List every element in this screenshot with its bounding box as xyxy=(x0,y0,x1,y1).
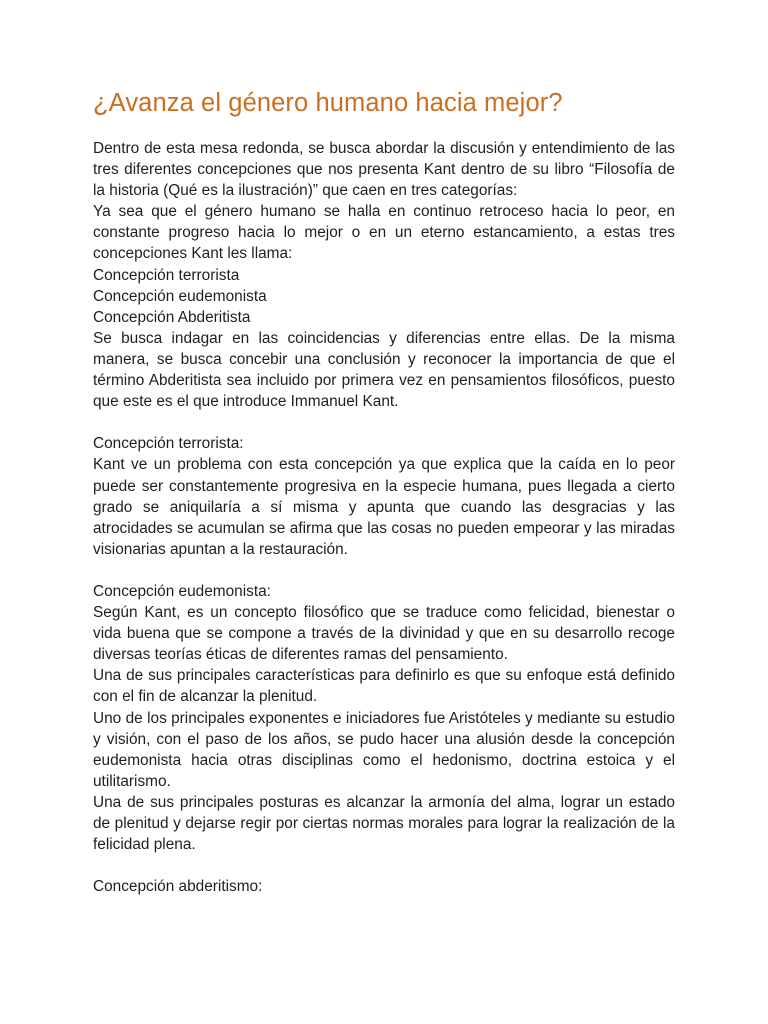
list-item-terrorista: Concepción terrorista xyxy=(93,266,240,284)
list-item-eudemonista: Concepción eudemonista xyxy=(93,287,267,305)
paragraph-gap xyxy=(93,855,675,876)
terrorista-paragraph: Kant ve un problema con esta concepción ya que explica que la caída en lo peor puede ser constantemente progresiva en la especie humana, pues llegada a cierto grado se aniquilaría a sí misma y apunta que cuando las desgracias y las atrocidades se acumulan se afirma que las cosas no pueden empeorar y las miradas visionarias apuntan a la restauración. xyxy=(93,456,675,558)
section-heading-eudemonista: Concepción eudemonista: xyxy=(93,582,271,600)
eudemonista-paragraph-2: Una de sus principales características para definirlo es que su enfoque está definido con el fin de alcanzar la plenitud. xyxy=(93,667,675,706)
intro-paragraph: Dentro de esta mesa redonda, se busca abordar la discusión y entendimiento de las tres diferentes concepciones que nos presenta Kant dentro de su libro “Filosofía de la historia (Qué es la ilustración)” que caen en tres categorías: xyxy=(93,140,675,200)
intro-paragraph-2: Ya sea que el género humano se halla en continuo retroceso hacia lo peor, en constante progreso hacia lo mejor o en un eterno estancamiento, a estas tres concepciones Kant les llama: xyxy=(93,203,675,263)
paragraph-gap xyxy=(93,412,675,433)
paragraph-gap xyxy=(93,560,675,581)
eudemonista-paragraph-3: Uno de los principales exponentes e iniciadores fue Aristóteles y mediante su estudio y visión, con el paso de los años, se pudo hacer una alusión desde la concepción eudemonista hacia otras disciplinas como el hedonismo, doctrina estoica y el utilitarismo. xyxy=(93,709,675,790)
document-title: ¿Avanza el género humano hacia mejor? xyxy=(93,89,563,117)
list-item-abderitista: Concepción Abderitista xyxy=(93,308,251,326)
objective-paragraph: Se busca indagar en las coincidencias y diferencias entre ellas. De la misma manera, se busca concebir una conclusión y reconocer la importancia de que el término Abderitista sea incluido por primera vez en pensamientos filosóficos, puesto que este es el que introduce Immanuel Kant. xyxy=(93,329,675,411)
document-body xyxy=(93,138,675,897)
eudemonista-paragraph-4: Una de sus principales posturas es alcanzar la armonía del alma, lograr un estado de plenitud y dejarse regir por ciertas normas morales para lograr la realización de la felicidad plena. xyxy=(93,793,675,854)
section-heading-terrorista: Concepción terrorista: xyxy=(93,435,244,453)
eudemonista-paragraph-1: Según Kant, es un concepto filosófico que se traduce como felicidad, bienestar o vida buena que se compone a través de la divinidad y que en su desarrollo recoge diversas teorías éticas de diferentes ramas del pensamiento. xyxy=(93,604,675,664)
document-page xyxy=(93,85,675,897)
section-heading-abderitismo: Concepción abderitismo: xyxy=(93,878,263,896)
